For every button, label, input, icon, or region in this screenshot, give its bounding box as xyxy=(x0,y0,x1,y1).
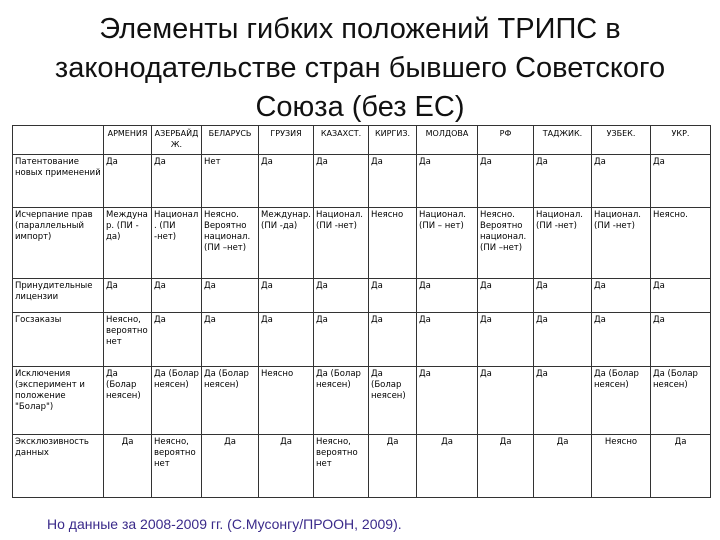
trips-flexibilities-table xyxy=(12,125,711,498)
table-cell: Национал. (ПИ – нет) xyxy=(417,208,478,279)
table-cell: Да xyxy=(202,313,259,367)
table-cell: Неясно xyxy=(259,367,314,435)
table-cell: Да xyxy=(417,155,478,208)
table-cell: Нет xyxy=(202,155,259,208)
table-cell: Да xyxy=(592,279,651,313)
table-cell: Неясно, вероятно нет xyxy=(152,435,202,498)
table-row xyxy=(13,279,711,313)
header-cell: УКР. xyxy=(651,126,711,155)
row-label: Исчерпание прав (параллельный импорт) xyxy=(13,208,104,279)
header-row xyxy=(13,126,711,155)
header-cell: АРМЕНИЯ xyxy=(104,126,152,155)
table-cell: Да xyxy=(152,155,202,208)
table-cell: Да xyxy=(417,279,478,313)
row-label: Принудительные лицензии xyxy=(13,279,104,313)
table-cell: Да xyxy=(259,155,314,208)
table-cell: Да xyxy=(314,313,369,367)
table-cell: Да (Болар неясен) xyxy=(592,367,651,435)
table-cell: Да xyxy=(478,279,534,313)
table-cell: Да xyxy=(104,435,152,498)
table-cell: Неясно. Вероятно национал. (ПИ –нет) xyxy=(202,208,259,279)
table-cell: Да xyxy=(534,313,592,367)
table-row xyxy=(13,208,711,279)
table-cell: Да (Болар неясен) xyxy=(104,367,152,435)
table-row xyxy=(13,155,711,208)
table-cell: Да xyxy=(417,313,478,367)
row-label: Эксклюзивность данных xyxy=(13,435,104,498)
header-cell xyxy=(13,126,104,155)
table-row xyxy=(13,435,711,498)
header-cell: КАЗАХСТ. xyxy=(314,126,369,155)
table-cell: Да xyxy=(259,435,314,498)
table-cell: Да xyxy=(369,155,417,208)
table-cell: Да xyxy=(417,435,478,498)
table-cell: Неясно xyxy=(592,435,651,498)
table-cell: Да xyxy=(314,279,369,313)
table-cell: Неясно. Вероятно национал. (ПИ –нет) xyxy=(478,208,534,279)
table-cell: Да xyxy=(534,435,592,498)
header-cell: РФ xyxy=(478,126,534,155)
table-cell: Неясно. xyxy=(651,208,711,279)
table-cell: Да xyxy=(152,313,202,367)
header-cell: УЗБЕК. xyxy=(592,126,651,155)
table-cell: Национал. (ПИ -нет) xyxy=(152,208,202,279)
table-cell: Да xyxy=(478,367,534,435)
table-row xyxy=(13,313,711,367)
table-cell: Да xyxy=(592,313,651,367)
table-cell: Национал. (ПИ -нет) xyxy=(534,208,592,279)
table-cell: Да xyxy=(534,155,592,208)
table-cell: Национал. (ПИ -нет) xyxy=(592,208,651,279)
table-cell: Да (Болар неясен) xyxy=(369,367,417,435)
table-cell: Да xyxy=(259,279,314,313)
table-cell: Да xyxy=(651,313,711,367)
table-cell: Неясно xyxy=(369,208,417,279)
source-note: Но данные за 2008-2009 гг. (С.Мусонгу/ПРООН, 2009). xyxy=(47,516,402,532)
table-cell: Да xyxy=(478,435,534,498)
header-cell: КИРГИЗ. xyxy=(369,126,417,155)
table-cell: Междунар. (ПИ -да) xyxy=(259,208,314,279)
table-cell: Да xyxy=(152,279,202,313)
table-cell: Да xyxy=(651,155,711,208)
table-cell: Да (Болар неясен) xyxy=(152,367,202,435)
table-cell: Да (Болар неясен) xyxy=(314,367,369,435)
table-cell: Да xyxy=(417,367,478,435)
header-cell: АЗЕРБАЙДЖ. xyxy=(152,126,202,155)
slide-title: Элементы гибких положений ТРИПС в законодательстве стран бывшего Советского Союза (без ЕС) xyxy=(54,13,666,123)
table-cell: Да xyxy=(259,313,314,367)
table-cell: Неясно, вероятно нет xyxy=(104,313,152,367)
table-cell: Да xyxy=(592,155,651,208)
table-cell: Да xyxy=(202,279,259,313)
table-cell: Национал. (ПИ -нет) xyxy=(314,208,369,279)
header-cell: ГРУЗИЯ xyxy=(259,126,314,155)
table-cell: Да (Болар неясен) xyxy=(651,367,711,435)
row-label: Госзаказы xyxy=(13,313,104,367)
table-cell: Да (Болар неясен) xyxy=(202,367,259,435)
table-cell: Да xyxy=(369,435,417,498)
table-cell: Да xyxy=(104,279,152,313)
table-cell: Да xyxy=(651,435,711,498)
table-cell: Да xyxy=(478,155,534,208)
header-cell: ТАДЖИК. xyxy=(534,126,592,155)
row-label: Исключения (эксперимент и положение "Болар") xyxy=(13,367,104,435)
table-cell: Да xyxy=(534,367,592,435)
table-cell: Да xyxy=(202,435,259,498)
table-cell: Да xyxy=(369,279,417,313)
table-row xyxy=(13,367,711,435)
header-cell: БЕЛАРУСЬ xyxy=(202,126,259,155)
table-cell: Да xyxy=(369,313,417,367)
table-cell: Неясно, вероятно нет xyxy=(314,435,369,498)
table-cell: Да xyxy=(651,279,711,313)
table-cell: Да xyxy=(478,313,534,367)
table-cell: Междунар. (ПИ - да) xyxy=(104,208,152,279)
header-cell: МОЛДОВА xyxy=(417,126,478,155)
table-cell: Да xyxy=(104,155,152,208)
table-cell: Да xyxy=(534,279,592,313)
row-label: Патентование новых применений xyxy=(13,155,104,208)
table-cell: Да xyxy=(314,155,369,208)
